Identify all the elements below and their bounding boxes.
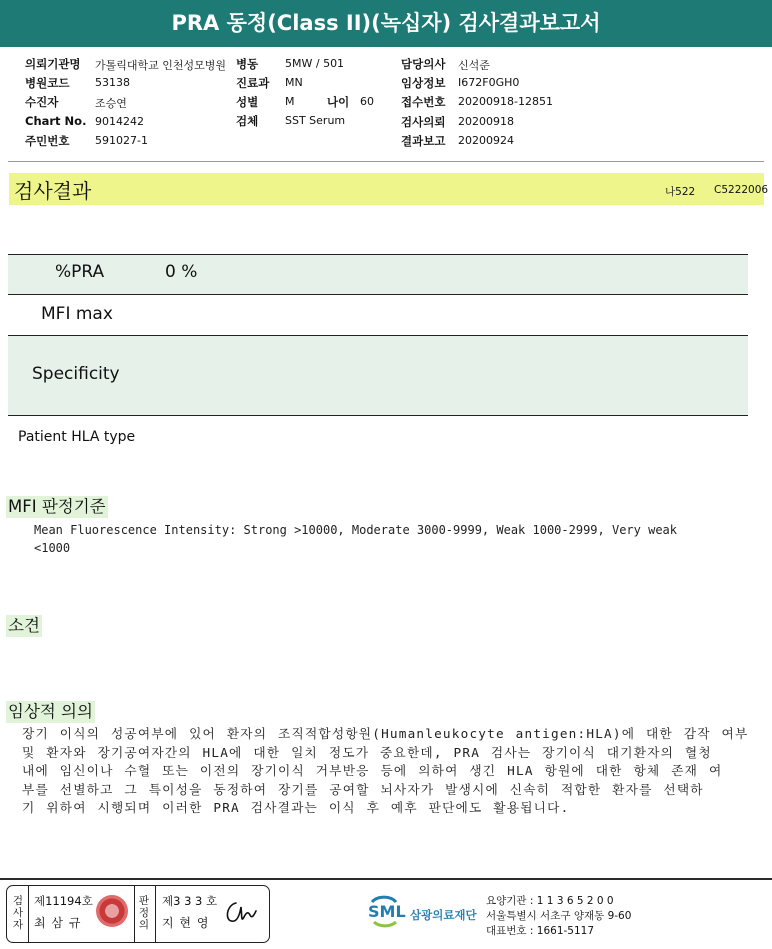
results-code-1: 나522 bbox=[665, 186, 696, 198]
receipt-label: 접수번호 bbox=[401, 95, 446, 109]
clinical-info-label: 임상정보 bbox=[401, 76, 446, 90]
text-line: 및 환자와 장기공여자간의 HLA에 대한 일치 정도가 중요한데, PRA 검사는 장기이식 대기환자의 혈청 bbox=[22, 744, 712, 760]
pra-row bbox=[8, 254, 748, 294]
examiner-label bbox=[11, 895, 25, 931]
clinical-info-value: I672F0GH0 bbox=[458, 76, 520, 89]
pra-value: 0 % bbox=[165, 262, 198, 282]
doctor-value: 신석준 bbox=[458, 59, 490, 72]
institution-label: 의뢰기관명 bbox=[25, 57, 81, 71]
table-line bbox=[8, 335, 748, 336]
doctor-label: 담당의사 bbox=[401, 57, 446, 71]
patient-label: 수진자 bbox=[25, 95, 59, 109]
label-char: 검 bbox=[12, 895, 24, 907]
sign-divider bbox=[155, 885, 156, 942]
label-char: 판 bbox=[138, 895, 150, 907]
request-label: 검사의뢰 bbox=[401, 115, 446, 129]
pra-label: %PRA bbox=[55, 262, 105, 282]
confirmer-name: 지 현 영 bbox=[162, 916, 210, 930]
results-code-2: C5222006 bbox=[714, 184, 769, 196]
logo-text: SML bbox=[368, 902, 406, 921]
specimen-label: 검체 bbox=[236, 114, 259, 128]
table-line bbox=[8, 415, 748, 416]
confirmer-label bbox=[137, 895, 151, 931]
sex-label: 성별 bbox=[236, 95, 259, 109]
mfi-max-label: MFI max bbox=[41, 304, 113, 324]
signature-icon bbox=[222, 897, 260, 929]
specimen-value: SST Serum bbox=[285, 114, 346, 127]
label-char: 자 bbox=[12, 919, 24, 931]
table-line bbox=[8, 254, 748, 255]
age-value: 60 bbox=[360, 95, 374, 108]
foundation-name: 삼광의료재단 bbox=[410, 908, 477, 922]
findings-heading: 소견 bbox=[8, 616, 40, 635]
text-line: 내에 임신이나 수혈 또는 이전의 장기이식 거부반응 등에 의하여 생긴 HLA 항원에 대한 항체 존재 여 bbox=[22, 763, 723, 778]
mfi-criteria-line-1: Mean Fluorescence Intensity: Strong >10000, Moderate 3000-9999, Weak 1000-2999, Very weak bbox=[34, 523, 677, 537]
specificity-label: Specificity bbox=[32, 364, 120, 384]
report-label: 결과보고 bbox=[401, 134, 446, 148]
label-char: 의 bbox=[138, 919, 150, 931]
sign-divider bbox=[134, 885, 135, 942]
hospital-code-label: 병원코드 bbox=[25, 76, 70, 90]
ward-value: 5MW / 501 bbox=[285, 57, 345, 70]
label-char: 사 bbox=[12, 907, 24, 919]
confirmer-license: 제3 3 3 호 bbox=[162, 894, 218, 908]
phone: 대표번호 : 1661-5117 bbox=[486, 925, 595, 937]
footer-divider bbox=[0, 878, 772, 880]
clinical-significance-text bbox=[22, 725, 750, 818]
clinical-significance-heading: 임상적 의의 bbox=[8, 702, 93, 721]
examiner-license: 제11194호 bbox=[34, 894, 93, 908]
address: 서울특별시 서초구 양재동 9-60 bbox=[486, 910, 632, 922]
text-line: 부를 선별하고 그 특이성을 동정하여 장기를 공여할 뇌사자가 발생시에 신속히 적합한 환자를 선택하 bbox=[22, 781, 704, 797]
dept-value: MN bbox=[285, 76, 303, 89]
examiner-seal-icon bbox=[96, 895, 128, 927]
id-value: 591027-1 bbox=[95, 134, 148, 147]
institution-value: 가톨릭대학교 인천성모병원 bbox=[95, 59, 227, 72]
text-line: 기 위하여 시행되며 이러한 PRA 검사결과는 이식 후 예후 판단에도 활용됩니다. bbox=[22, 800, 570, 815]
header-divider bbox=[8, 161, 764, 162]
results-banner bbox=[9, 173, 764, 205]
id-label: 주민번호 bbox=[25, 134, 70, 148]
sign-divider bbox=[28, 885, 29, 942]
receipt-value: 20200918-12851 bbox=[458, 95, 553, 108]
hla-type-label: Patient HLA type bbox=[18, 429, 136, 445]
dept-label: 진료과 bbox=[236, 76, 270, 90]
label-char: 정 bbox=[138, 907, 150, 919]
report-title: PRA 동정(Class II)(녹십자) 검사결과보고서 bbox=[0, 0, 772, 47]
age-label: 나이 bbox=[327, 95, 350, 109]
sex-value: M bbox=[285, 95, 295, 108]
results-title: 검사결과 bbox=[14, 179, 92, 203]
mfi-criteria-heading: MFI 판정기준 bbox=[8, 497, 106, 516]
hospital-code-value: 53138 bbox=[95, 76, 130, 89]
org-code: 요양기관 : 1 1 3 6 5 2 0 0 bbox=[486, 895, 614, 907]
chart-label: Chart No. bbox=[25, 114, 87, 128]
patient-value: 조승연 bbox=[95, 97, 127, 110]
text-line: 장기 이식의 성공여부에 있어 환자의 조직적합성항원(Humanleukocyte antigen:HLA)에 대한 감작 여부 bbox=[22, 726, 749, 741]
table-line bbox=[8, 294, 748, 295]
examiner-name: 최 삼 규 bbox=[34, 916, 82, 930]
chart-value: 9014242 bbox=[95, 115, 144, 128]
request-value: 20200918 bbox=[458, 115, 514, 128]
report-value: 20200924 bbox=[458, 134, 514, 147]
mfi-criteria-line-2: <1000 bbox=[34, 541, 71, 555]
ward-label: 병동 bbox=[236, 57, 259, 71]
